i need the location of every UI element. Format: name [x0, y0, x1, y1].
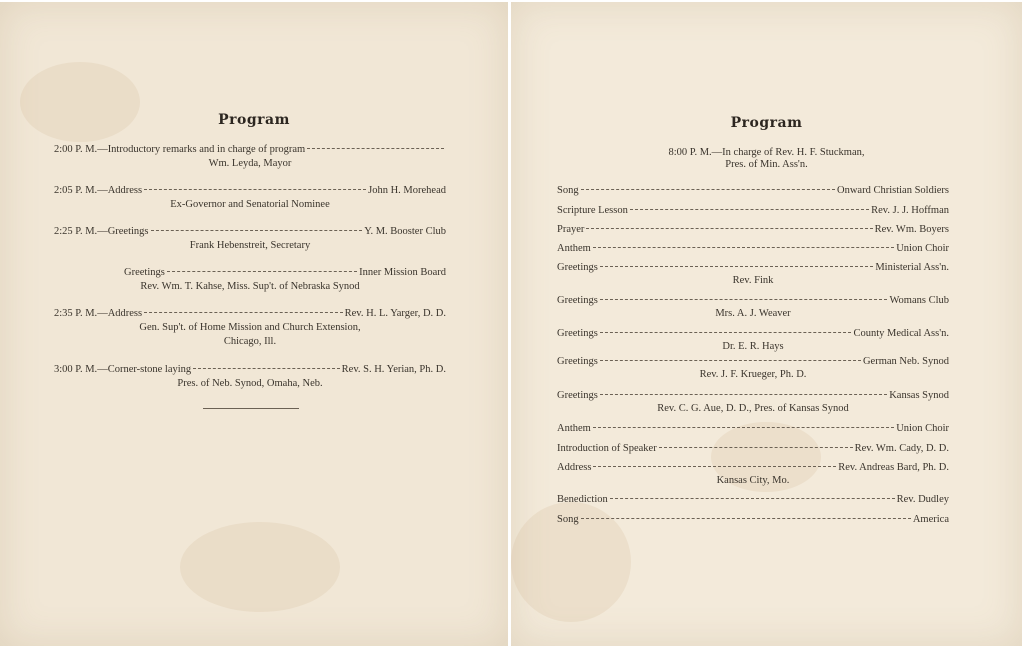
entry-subtitle: Kansas City, Mo. [716, 475, 790, 486]
leader-dots [630, 209, 869, 210]
entry-item: Greetings [557, 295, 598, 306]
program-line: 2:00 P. M. — Introductory remarks and in charge of program [54, 144, 446, 156]
entry-subtitle: Rev. Fink [732, 275, 774, 286]
entry-subtitle: Rev. Wm. T. Kahse, Miss. Sup't. of Nebraska Synod [140, 281, 360, 292]
leader-dots [600, 266, 874, 267]
entry-leader: Union Choir [896, 423, 949, 434]
evening-intro-2: Pres. of Min. Ass'n. [725, 159, 808, 170]
program-line [557, 224, 949, 236]
entry-leader: John H. Morehead [368, 185, 446, 196]
entry-item: Greetings [124, 267, 165, 278]
right-page [511, 2, 1022, 646]
entry-item: Prayer [557, 224, 585, 235]
entry-leader: Rev. Wm. Boyers [874, 224, 949, 235]
entry-leader: Rev. S. H. Yerian, Ph. D. [341, 364, 446, 375]
entry-leader: Rev. J. J. Hoffman [871, 205, 949, 216]
leader-dots [307, 148, 444, 149]
entry-subtitle: Ex-Governor and Senatorial Nominee [170, 199, 330, 210]
closing-rule [203, 408, 299, 409]
leader-dots [593, 247, 894, 248]
entry-leader: America [912, 514, 949, 525]
program-line [557, 328, 949, 340]
entry-subtitle: Mrs. A. J. Weaver [715, 308, 791, 319]
entry-item: Greetings [557, 262, 598, 273]
entry-subtitle: Dr. E. R. Hays [722, 341, 784, 352]
entry-leader: Rev. Dudley [896, 494, 949, 505]
entry-subtitle: Rev. J. F. Krueger, Ph. D. [699, 369, 807, 380]
entry-time: 3:00 P. M. [54, 364, 98, 375]
program-line [557, 443, 949, 455]
program-line [557, 243, 949, 255]
entry-leader: Rev. Andreas Bard, Ph. D. [838, 462, 949, 473]
entry-item: Address [557, 462, 592, 473]
entry-leader: Womans Club [889, 295, 949, 306]
leader-dots [593, 427, 894, 428]
entry-item: Greetings [557, 328, 598, 339]
leader-dots [193, 368, 339, 369]
entry-time: 2:35 P. M. [54, 308, 98, 319]
leader-dots [593, 466, 836, 467]
program-line [557, 262, 949, 274]
entry-item: Song [557, 514, 579, 525]
leader-dots [581, 189, 835, 190]
leader-dots [151, 230, 363, 231]
entry-time: 2:00 P. M. [54, 144, 98, 155]
entry-item: Greetings [107, 226, 149, 237]
entry-item: Benediction [557, 494, 608, 505]
program-line: 2:35 P. M. — Address Rev. H. L. Yarger, D. D. [54, 308, 446, 319]
entry-time: 2:25 P. M. [54, 226, 98, 237]
left-page-title: Program [218, 112, 290, 128]
entry-subtitle: Frank Hebenstreit, Secretary [189, 240, 311, 251]
entry-leader: Union Choir [896, 243, 949, 254]
leader-dots [659, 447, 853, 448]
entry-item: Introduction of Speaker [557, 443, 657, 454]
entry-subtitle-2: Chicago, Ill. [223, 336, 277, 347]
program-line [124, 267, 446, 279]
leader-dots [144, 312, 343, 313]
entry-item: Anthem [557, 243, 591, 254]
leader-dots [610, 498, 895, 499]
entry-time: 2:05 P. M. [54, 185, 98, 196]
left-page [0, 2, 508, 646]
entry-item: Address [107, 185, 143, 196]
entry-leader: Kansas Synod [889, 390, 949, 401]
leader-dots [581, 518, 911, 519]
entry-leader: Onward Christian Soldiers [837, 185, 949, 196]
program-line: 2:25 P. M. — Greetings Y. M. Booster Club [54, 226, 446, 237]
entry-item: Greetings [557, 390, 598, 401]
program-line [557, 205, 949, 217]
entry-subtitle: Rev. C. G. Aue, D. D., Pres. of Kansas Synod [657, 403, 849, 414]
leader-dots [600, 360, 861, 361]
entry-item: Scripture Lesson [557, 205, 628, 216]
entry-leader: Y. M. Booster Club [364, 226, 446, 237]
program-line: 2:05 P. M. — Address John H. Morehead [54, 185, 446, 196]
leader-dots [600, 332, 852, 333]
leader-dots [167, 271, 357, 272]
entry-item: Song [557, 185, 579, 196]
entry-item: Address [107, 308, 143, 319]
entry-leader: German Neb. Synod [862, 356, 949, 367]
entry-item: Corner-stone laying [107, 364, 192, 375]
right-page-title: Program [730, 115, 803, 131]
entry-leader: Rev. H. L. Yarger, D. D. [344, 308, 446, 319]
program-line [557, 295, 949, 307]
entry-subtitle: Gen. Sup't. of Home Mission and Church Extension, [139, 322, 361, 333]
entry-subtitle: Pres. of Neb. Synod, Omaha, Neb. [177, 378, 323, 389]
program-line [557, 423, 949, 435]
entry-item: Anthem [557, 423, 591, 434]
evening-intro: 8:00 P. M.—In charge of Rev. H. F. Stuckman, [668, 147, 865, 158]
entry-leader: Ministerial Ass'n. [875, 262, 949, 273]
entry-leader: County Medical Ass'n. [853, 328, 949, 339]
entry-item: Greetings [557, 356, 598, 367]
leader-dots [600, 394, 887, 395]
leader-dots [600, 299, 888, 300]
program-line [557, 514, 949, 526]
program-line [557, 494, 949, 506]
program-line [557, 356, 949, 368]
entry-leader: Inner Mission Board [359, 267, 446, 278]
program-line: 3:00 P. M. — Corner-stone laying Rev. S. H. Yerian, Ph. D. [54, 364, 446, 375]
leader-dots [144, 189, 366, 190]
entry-leader: Rev. Wm. Cady, D. D. [854, 443, 949, 454]
program-line [557, 390, 949, 402]
program-line [557, 185, 949, 197]
entry-item: Introductory remarks and in charge of program [107, 144, 306, 155]
program-line [557, 462, 949, 474]
entry-subtitle: Wm. Leyda, Mayor [208, 158, 292, 169]
leader-dots [586, 228, 872, 229]
